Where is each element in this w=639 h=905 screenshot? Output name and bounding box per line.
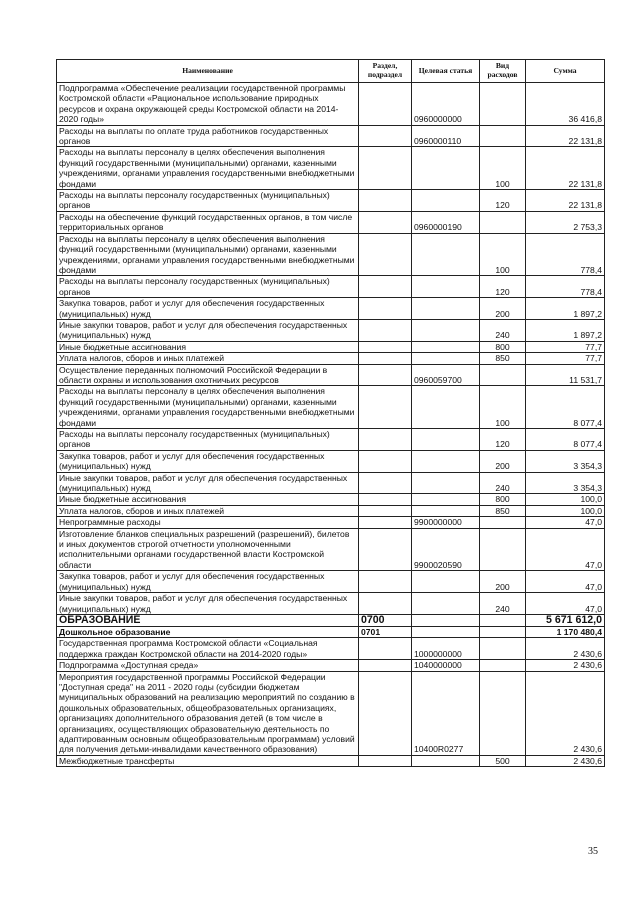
- row-target: [412, 190, 480, 212]
- header-target: Целевая статья: [412, 60, 480, 83]
- row-type: 100: [480, 147, 526, 190]
- row-name: Расходы на выплаты персоналу в целях обеспечения выполнения функций государственными (муниципальными) органами, казенными учреждениями, органами управления государственными внебюджетными фондами: [57, 147, 359, 190]
- row-target: [412, 614, 480, 626]
- table-row: [57, 494, 605, 505]
- row-target: 0960000000: [412, 83, 480, 126]
- row-section: [359, 593, 412, 615]
- row-sum: 47,0: [526, 571, 605, 593]
- row-name: Иные закупки товаров, работ и услуг для обеспечения государственных (муниципальных) нужд: [57, 593, 359, 615]
- row-name: Подпрограмма «Обеспечение реализации государственной программы Костромской области «Рациональное использование природных ресурсов и охрана окружающей среды Костромской области на 2014-2020 годы»: [57, 83, 359, 126]
- row-section: [359, 83, 412, 126]
- row-name: Расходы на выплаты по оплате труда работников государственных органов: [57, 125, 359, 147]
- table-row: [57, 755, 605, 766]
- row-sum: 1 170 480,4: [526, 626, 605, 637]
- row-sum: 8 077,4: [526, 429, 605, 451]
- table-row: [57, 638, 605, 660]
- row-section: [359, 494, 412, 505]
- header-sum: Сумма: [526, 60, 605, 83]
- table-row: [57, 319, 605, 341]
- row-section: [359, 319, 412, 341]
- row-name: Расходы на обеспечение функций государственных органов, в том числе территориальных органов: [57, 211, 359, 233]
- row-sum: 77,7: [526, 341, 605, 352]
- row-sum: 36 416,8: [526, 83, 605, 126]
- row-type: [480, 517, 526, 528]
- row-section: [359, 517, 412, 528]
- table-row: [57, 190, 605, 212]
- row-type: 120: [480, 429, 526, 451]
- page-number: 35: [588, 846, 598, 857]
- row-section: 0701: [359, 626, 412, 637]
- row-name: Иные бюджетные ассигнования: [57, 341, 359, 352]
- table-row: [57, 517, 605, 528]
- row-name: Иные бюджетные ассигнования: [57, 494, 359, 505]
- table-row: [57, 364, 605, 386]
- row-name: Уплата налогов, сборов и иных платежей: [57, 505, 359, 516]
- row-target: 0960000110: [412, 125, 480, 147]
- table-body: [57, 83, 605, 767]
- header-type: Вид расходов: [480, 60, 526, 83]
- row-target: [412, 341, 480, 352]
- row-name: Межбюджетные трансферты: [57, 755, 359, 766]
- row-sum: 778,4: [526, 233, 605, 276]
- row-section: [359, 638, 412, 660]
- row-sum: 8 077,4: [526, 386, 605, 429]
- row-type: [480, 83, 526, 126]
- row-section: [359, 298, 412, 320]
- table-row: [57, 660, 605, 671]
- row-sum: 5 671 612,0: [526, 614, 605, 626]
- table-row: [57, 505, 605, 516]
- table-row: [57, 528, 605, 571]
- row-sum: 11 531,7: [526, 364, 605, 386]
- table-row: [57, 125, 605, 147]
- row-sum: 1 897,2: [526, 319, 605, 341]
- row-target: 10400R0277: [412, 671, 480, 755]
- table-row: [57, 626, 605, 637]
- row-target: [412, 429, 480, 451]
- row-target: [412, 755, 480, 766]
- row-name: Уплата налогов, сборов и иных платежей: [57, 353, 359, 364]
- row-sum: 100,0: [526, 505, 605, 516]
- row-section: [359, 386, 412, 429]
- row-type: [480, 125, 526, 147]
- table-row: [57, 671, 605, 755]
- row-type: 500: [480, 755, 526, 766]
- row-name: Непрограммные расходы: [57, 517, 359, 528]
- row-target: [412, 450, 480, 472]
- row-name: Расходы на выплаты персоналу в целях обеспечения выполнения функций государственными (муниципальными) органами, казенными учреждениями, органами управления государственными внебюджетными фондами: [57, 233, 359, 276]
- row-section: [359, 190, 412, 212]
- row-type: 240: [480, 593, 526, 615]
- row-section: [359, 571, 412, 593]
- row-section: [359, 233, 412, 276]
- row-type: [480, 660, 526, 671]
- row-section: [359, 341, 412, 352]
- row-type: 800: [480, 494, 526, 505]
- row-target: [412, 505, 480, 516]
- row-target: 1000000000: [412, 638, 480, 660]
- row-sum: 2 430,6: [526, 755, 605, 766]
- row-name: Расходы на выплаты персоналу в целях обеспечения выполнения функций государственными (муниципальными) органами, казенными учреждениями, органами управления государственными внебюджетными фондами: [57, 386, 359, 429]
- row-name: Закупка товаров, работ и услуг для обеспечения государственных (муниципальных) нужд: [57, 450, 359, 472]
- row-section: [359, 364, 412, 386]
- table-row: [57, 614, 605, 626]
- row-name: Расходы на выплаты персоналу государственных (муниципальных) органов: [57, 276, 359, 298]
- row-name: Иные закупки товаров, работ и услуг для обеспечения государственных (муниципальных) нужд: [57, 319, 359, 341]
- table-row: [57, 83, 605, 126]
- row-type: [480, 364, 526, 386]
- row-type: [480, 528, 526, 571]
- row-section: [359, 505, 412, 516]
- row-type: [480, 626, 526, 637]
- row-name: Изготовление бланков специальных разрешений (разрешений), билетов и иных документов строгой отчетности уполномоченными исполнительными органами государственной власти Костромской области: [57, 528, 359, 571]
- row-target: [412, 593, 480, 615]
- row-section: [359, 528, 412, 571]
- row-name: Государственная программа Костромской области «Социальная поддержка граждан Костромской области на 2014-2020 годы»: [57, 638, 359, 660]
- row-type: 850: [480, 353, 526, 364]
- row-sum: 22 131,8: [526, 190, 605, 212]
- row-type: 120: [480, 190, 526, 212]
- row-type: 240: [480, 319, 526, 341]
- row-name: Мероприятия государственной программы Российской Федерации "Доступная среда" на 2011 - 2020 годы (субсидии бюджетам муниципальных образований на реализацию мероприятий по созданию в дошкольных образовательных, общеобразовательных организациях, организациях дополнительного образования детей (в том числе в организациях, осуществляющих образовательную деятельность по адаптированным основным общеобразовательным программам) условий для получения детьми-инвалидами качественного образования): [57, 671, 359, 755]
- row-target: 1040000000: [412, 660, 480, 671]
- row-target: [412, 472, 480, 494]
- row-type: [480, 638, 526, 660]
- row-section: [359, 671, 412, 755]
- row-type: 100: [480, 386, 526, 429]
- table-row: [57, 147, 605, 190]
- row-name: Иные закупки товаров, работ и услуг для обеспечения государственных (муниципальных) нужд: [57, 472, 359, 494]
- row-sum: 47,0: [526, 528, 605, 571]
- row-section: 0700: [359, 614, 412, 626]
- header-section: Раздел, подраздел: [359, 60, 412, 83]
- row-section: [359, 472, 412, 494]
- row-target: [412, 571, 480, 593]
- row-type: [480, 614, 526, 626]
- row-name: Расходы на выплаты персоналу государственных (муниципальных) органов: [57, 429, 359, 451]
- row-name: Закупка товаров, работ и услуг для обеспечения государственных (муниципальных) нужд: [57, 298, 359, 320]
- row-sum: 2 430,6: [526, 638, 605, 660]
- row-target: 0960059700: [412, 364, 480, 386]
- row-type: 100: [480, 233, 526, 276]
- row-sum: 100,0: [526, 494, 605, 505]
- row-name: Дошкольное образование: [57, 626, 359, 637]
- row-section: [359, 660, 412, 671]
- table-row: [57, 353, 605, 364]
- row-name: Подпрограмма «Доступная среда»: [57, 660, 359, 671]
- table-row: [57, 211, 605, 233]
- row-sum: 22 131,8: [526, 147, 605, 190]
- row-sum: 2 430,6: [526, 671, 605, 755]
- row-sum: 3 354,3: [526, 450, 605, 472]
- table-row: [57, 593, 605, 615]
- table-row: [57, 233, 605, 276]
- row-target: [412, 233, 480, 276]
- row-sum: 3 354,3: [526, 472, 605, 494]
- row-section: [359, 211, 412, 233]
- budget-table-page: [56, 59, 604, 767]
- row-target: [412, 298, 480, 320]
- row-target: [412, 353, 480, 364]
- row-target: 9900000000: [412, 517, 480, 528]
- row-section: [359, 276, 412, 298]
- row-type: 200: [480, 298, 526, 320]
- table-row: [57, 472, 605, 494]
- table-row: [57, 341, 605, 352]
- row-type: [480, 671, 526, 755]
- row-sum: 47,0: [526, 517, 605, 528]
- row-sum: 1 897,2: [526, 298, 605, 320]
- table-row: [57, 298, 605, 320]
- row-target: 0960000190: [412, 211, 480, 233]
- row-section: [359, 147, 412, 190]
- row-name: Осуществление переданных полномочий Российской Федерации в области охраны и использования охотничьих ресурсов: [57, 364, 359, 386]
- row-type: 200: [480, 571, 526, 593]
- row-name: ОБРАЗОВАНИЕ: [57, 614, 359, 626]
- row-target: [412, 147, 480, 190]
- budget-table: [56, 59, 605, 767]
- row-sum: 2 753,3: [526, 211, 605, 233]
- table-row: [57, 571, 605, 593]
- row-type: 240: [480, 472, 526, 494]
- row-target: [412, 386, 480, 429]
- table-row: [57, 429, 605, 451]
- row-section: [359, 755, 412, 766]
- row-sum: 778,4: [526, 276, 605, 298]
- row-section: [359, 450, 412, 472]
- row-section: [359, 125, 412, 147]
- row-target: [412, 276, 480, 298]
- row-type: 800: [480, 341, 526, 352]
- row-section: [359, 353, 412, 364]
- row-sum: 47,0: [526, 593, 605, 615]
- row-sum: 22 131,8: [526, 125, 605, 147]
- table-row: [57, 276, 605, 298]
- row-target: [412, 626, 480, 637]
- row-sum: 2 430,6: [526, 660, 605, 671]
- row-target: [412, 319, 480, 341]
- row-target: [412, 494, 480, 505]
- row-section: [359, 429, 412, 451]
- row-type: 200: [480, 450, 526, 472]
- table-row: [57, 450, 605, 472]
- table-row: [57, 386, 605, 429]
- row-type: 120: [480, 276, 526, 298]
- row-target: 9900020590: [412, 528, 480, 571]
- header-name: Наименование: [57, 60, 359, 83]
- row-sum: 77,7: [526, 353, 605, 364]
- row-name: Расходы на выплаты персоналу государственных (муниципальных) органов: [57, 190, 359, 212]
- row-type: 850: [480, 505, 526, 516]
- table-header: [57, 60, 605, 83]
- row-type: [480, 211, 526, 233]
- row-name: Закупка товаров, работ и услуг для обеспечения государственных (муниципальных) нужд: [57, 571, 359, 593]
